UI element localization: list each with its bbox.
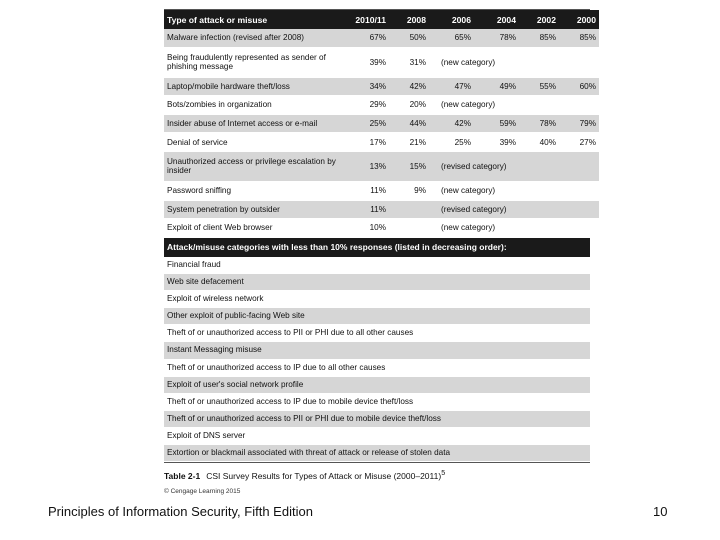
cell-2006: 65% [429, 29, 474, 47]
row-type: Password sniffing [164, 181, 349, 200]
cell-2000: 79% [559, 114, 599, 133]
low-response-category-list [164, 257, 590, 463]
cell-2000: 27% [559, 133, 599, 152]
col-header-2006: 2006 [429, 10, 474, 29]
category-note: (new category) [429, 219, 599, 238]
row-type: Malware infection (revised after 2008) [164, 29, 349, 47]
cell-2008: 44% [389, 114, 429, 133]
cell-2008 [389, 219, 429, 238]
cell-2010-11: 10% [349, 219, 389, 238]
cell-2010-11: 11% [349, 181, 389, 200]
category-note: (new category) [429, 47, 599, 77]
cell-2004: 49% [474, 77, 519, 96]
list-item: Exploit of wireless network [164, 291, 590, 308]
cell-2006: 25% [429, 133, 474, 152]
category-note: (revised category) [429, 200, 599, 219]
row-type: Being fraudulently represented as sender of phishing message [164, 47, 349, 77]
copyright-notice: © Cengage Learning 2015 [164, 488, 241, 495]
list-item: Theft of or unauthorized access to IP due to mobile device theft/loss [164, 394, 590, 411]
table-row [164, 151, 599, 181]
list-item: Theft of or unauthorized access to PII or PHI due to mobile device theft/loss [164, 411, 590, 428]
list-item: Exploit of DNS server [164, 428, 590, 445]
col-header-2004: 2004 [474, 10, 519, 29]
list-item: Exploit of user's social network profile [164, 377, 590, 394]
cell-2004: 59% [474, 114, 519, 133]
caption-text: CSI Survey Results for Types of Attack or Misuse (2000–2011) [206, 470, 442, 481]
table-caption [164, 469, 445, 481]
cell-2008: 15% [389, 151, 429, 181]
row-type: Unauthorized access or privilege escalation by insider [164, 151, 349, 181]
cell-2010-11: 13% [349, 151, 389, 181]
cell-2004: 39% [474, 133, 519, 152]
cell-2008: 31% [389, 47, 429, 77]
cell-2002: 78% [519, 114, 559, 133]
cell-2006: 42% [429, 114, 474, 133]
cell-2008: 9% [389, 181, 429, 200]
table-row [164, 181, 599, 200]
table-row [164, 219, 599, 238]
row-type: Exploit of client Web browser [164, 219, 349, 238]
table-row [164, 96, 599, 115]
cell-2002: 40% [519, 133, 559, 152]
cell-2008: 20% [389, 96, 429, 115]
list-item: Other exploit of public-facing Web site [164, 308, 590, 325]
cell-2008: 21% [389, 133, 429, 152]
category-note: (revised category) [429, 151, 599, 181]
cell-2010-11: 34% [349, 77, 389, 96]
list-item: Extortion or blackmail associated with threat of attack or release of stolen data [164, 445, 590, 462]
col-header-2010-11: 2010/11 [349, 10, 389, 29]
col-header-type: Type of attack or misuse [164, 10, 349, 29]
footer-page-number: 10 [653, 504, 668, 519]
caption-label: Table 2-1 [164, 470, 201, 481]
col-header-2000: 2000 [559, 10, 599, 29]
cell-2008 [389, 200, 429, 219]
attack-type-table [164, 10, 599, 238]
cell-2002: 85% [519, 29, 559, 47]
cell-2000: 60% [559, 77, 599, 96]
cell-2008: 50% [389, 29, 429, 47]
list-item: Financial fraud [164, 257, 590, 274]
row-type: Laptop/mobile hardware theft/loss [164, 77, 349, 96]
row-type: Insider abuse of Internet access or e-mail [164, 114, 349, 133]
cell-2010-11: 39% [349, 47, 389, 77]
caption-footnote-marker: 5 [441, 469, 446, 477]
cell-2010-11: 25% [349, 114, 389, 133]
table-row [164, 29, 599, 47]
col-header-2002: 2002 [519, 10, 559, 29]
table-header-row [164, 10, 599, 29]
category-note: (new category) [429, 96, 599, 115]
cell-2004: 78% [474, 29, 519, 47]
cell-2010-11: 11% [349, 200, 389, 219]
list-item: Theft of or unauthorized access to PII or PHI due to all other causes [164, 325, 590, 342]
table-row [164, 47, 599, 77]
table-row [164, 77, 599, 96]
list-item: Theft of or unauthorized access to IP due to all other causes [164, 360, 590, 377]
row-type: System penetration by outsider [164, 200, 349, 219]
category-note: (new category) [429, 181, 599, 200]
cell-2010-11: 17% [349, 133, 389, 152]
cell-2006: 47% [429, 77, 474, 96]
table-row [164, 114, 599, 133]
footer-book-title: Principles of Information Security, Fifth Edition [48, 504, 313, 519]
low-response-section-header: Attack/misuse categories with less than 10% responses (listed in decreasing order): [164, 238, 590, 257]
row-type: Bots/zombies in organization [164, 96, 349, 115]
cell-2000: 85% [559, 29, 599, 47]
cell-2008: 42% [389, 77, 429, 96]
col-header-2008: 2008 [389, 10, 429, 29]
table-row [164, 133, 599, 152]
row-type: Denial of service [164, 133, 349, 152]
survey-table-container [164, 9, 596, 463]
table-row [164, 200, 599, 219]
cell-2002: 55% [519, 77, 559, 96]
cell-2010-11: 67% [349, 29, 389, 47]
list-item: Instant Messaging misuse [164, 342, 590, 359]
cell-2010-11: 29% [349, 96, 389, 115]
list-item: Web site defacement [164, 274, 590, 291]
